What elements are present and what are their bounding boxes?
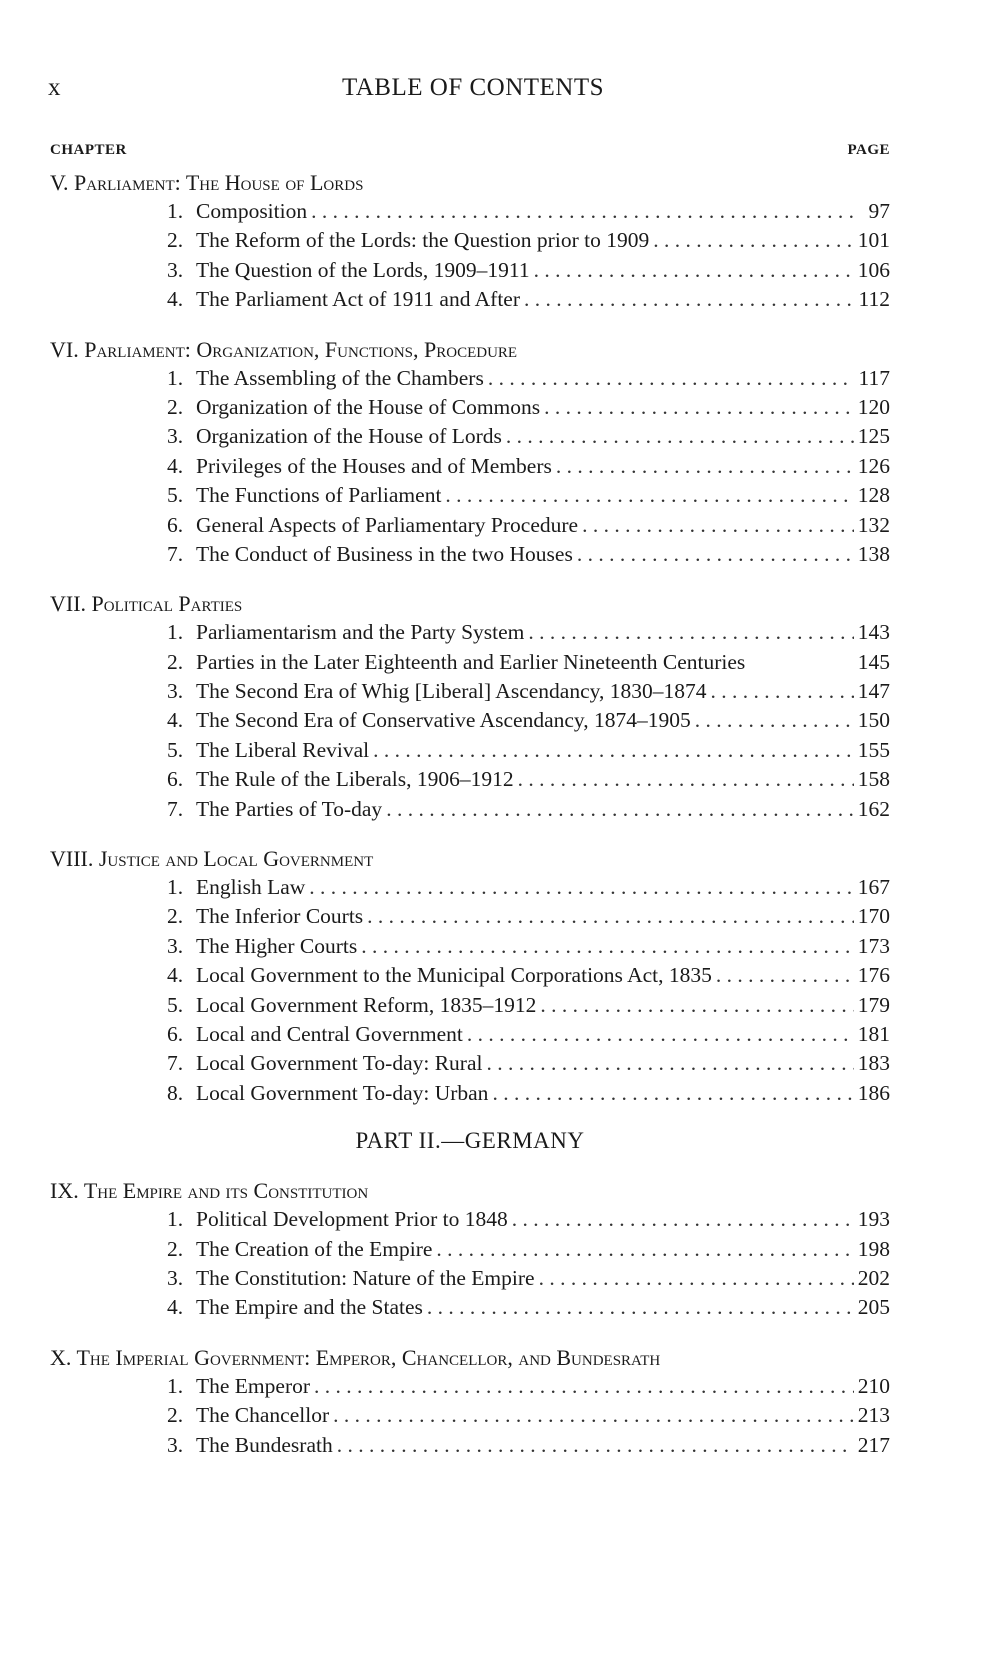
toc-entry[interactable] bbox=[50, 364, 890, 393]
chapter-section bbox=[50, 1176, 890, 1323]
chapter-title[interactable]: VIII. Justice and Local Government bbox=[50, 846, 374, 872]
entry-number: 2. bbox=[167, 1236, 184, 1261]
dot-leader bbox=[363, 902, 854, 931]
dot-leader bbox=[508, 1205, 854, 1234]
entry-title: The Reform of the Lords: the Question prior to 1909 bbox=[196, 228, 650, 253]
dot-leader bbox=[524, 618, 854, 647]
entry-number: 1. bbox=[167, 875, 184, 900]
entry-title: Parties in the Later Eighteenth and Earlier Nineteenth Centuries bbox=[196, 649, 746, 674]
entry-title: The Second Era of Whig [Liberal] Ascendancy, 1830–1874 bbox=[196, 679, 707, 704]
entry-title: Organization of the House of Commons bbox=[196, 394, 541, 419]
dot-leader bbox=[552, 452, 854, 481]
entry-number: 7. bbox=[167, 1051, 184, 1076]
entry-title: Local and Central Government bbox=[196, 1021, 463, 1046]
entry-title: The Emperor bbox=[196, 1373, 311, 1398]
entry-title: The Bundesrath bbox=[196, 1432, 333, 1457]
dot-leader bbox=[578, 511, 854, 540]
toc-entry[interactable] bbox=[50, 393, 890, 422]
toc-entry[interactable] bbox=[50, 1235, 890, 1264]
entry-number: 2. bbox=[167, 228, 184, 253]
dot-leader bbox=[514, 765, 854, 794]
dot-leader bbox=[305, 873, 854, 902]
entry-number: 4. bbox=[167, 287, 184, 312]
entry-number: 1. bbox=[167, 199, 184, 223]
entry-title: The Empire and the States bbox=[196, 1295, 423, 1320]
entry-page-number: 138 bbox=[857, 541, 890, 566]
entry-title: The Question of the Lords, 1909–1911 bbox=[196, 257, 530, 282]
entry-title: Local Government to the Municipal Corporations Act, 1835 bbox=[196, 963, 712, 988]
toc-entry[interactable] bbox=[50, 1020, 890, 1049]
entry-number: 5. bbox=[167, 483, 184, 508]
entry-title: Local Government To-day: Rural bbox=[196, 1051, 483, 1076]
entry-number: 6. bbox=[167, 1021, 184, 1046]
entry-number: 1. bbox=[167, 1207, 184, 1232]
entry-page-number: 112 bbox=[858, 287, 890, 312]
entry-number: 3. bbox=[167, 1432, 184, 1457]
entry-page-number: 97 bbox=[868, 199, 890, 223]
entry-page-number: 173 bbox=[857, 933, 890, 958]
entry-page-number: 143 bbox=[857, 620, 890, 645]
dot-leader bbox=[482, 1049, 854, 1078]
chapter-section bbox=[50, 844, 890, 1108]
entry-title: The Assembling of the Chambers bbox=[196, 365, 484, 390]
chapter-column-label: CHAPTER bbox=[50, 142, 127, 158]
entry-page-number: 132 bbox=[857, 512, 890, 537]
page-column-label: PAGE bbox=[847, 142, 890, 158]
page-number: x bbox=[48, 74, 61, 101]
toc-entry[interactable] bbox=[50, 902, 890, 931]
entry-number: 6. bbox=[167, 512, 184, 537]
entry-page-number: 167 bbox=[857, 875, 890, 900]
dot-leader bbox=[423, 1293, 854, 1322]
entry-title: Local Government To-day: Urban bbox=[196, 1080, 489, 1105]
entry-page-number: 179 bbox=[857, 992, 890, 1017]
toc-entry[interactable] bbox=[50, 648, 890, 677]
toc-entry[interactable] bbox=[50, 452, 890, 481]
chapter-title[interactable]: V. Parliament: The House of Lords bbox=[50, 170, 364, 195]
entry-page-number: 213 bbox=[857, 1403, 890, 1428]
toc-entry[interactable] bbox=[50, 226, 890, 255]
toc-entry[interactable] bbox=[50, 618, 890, 647]
entry-title: The Rule of the Liberals, 1906–1912 bbox=[196, 767, 514, 792]
entry-page-number: 186 bbox=[857, 1080, 890, 1105]
entry-page-number: 120 bbox=[857, 394, 890, 419]
toc-entry[interactable] bbox=[50, 540, 890, 569]
chapter-title[interactable]: X. The Imperial Government: Emperor, Chancellor, and Bundesrath bbox=[50, 1344, 661, 1370]
dot-leader bbox=[357, 932, 854, 961]
toc-entry[interactable] bbox=[50, 795, 890, 824]
entry-number: 4. bbox=[167, 453, 184, 478]
entry-page-number: 125 bbox=[857, 424, 890, 449]
dot-leader bbox=[441, 481, 854, 510]
dot-leader bbox=[488, 1079, 854, 1108]
entry-number: 2. bbox=[167, 649, 184, 674]
entry-title: Organization of the House of Lords bbox=[196, 424, 502, 449]
entry-number: 4. bbox=[167, 963, 184, 988]
chapter-section bbox=[50, 1343, 890, 1460]
dot-leader bbox=[463, 1020, 854, 1049]
entry-page-number: 145 bbox=[857, 649, 890, 674]
entry-number: 1. bbox=[167, 620, 184, 645]
toc-entry[interactable] bbox=[50, 765, 890, 794]
toc-entry[interactable] bbox=[50, 285, 890, 314]
entry-number: 3. bbox=[167, 424, 184, 449]
entry-page-number: 128 bbox=[857, 483, 890, 508]
entry-number: 3. bbox=[167, 933, 184, 958]
toc-entry[interactable] bbox=[50, 1401, 890, 1430]
entry-page-number: 205 bbox=[857, 1295, 890, 1320]
entry-title: Parliamentarism and the Party System bbox=[196, 620, 525, 645]
entry-number: 3. bbox=[167, 257, 184, 282]
chapter-title[interactable]: IX. The Empire and its Constitution bbox=[50, 1178, 369, 1204]
running-title: TABLE OF CONTENTS bbox=[341, 74, 605, 101]
entry-number: 4. bbox=[167, 1295, 184, 1320]
dot-leader bbox=[535, 1264, 854, 1293]
entry-page-number: 147 bbox=[857, 679, 890, 704]
toc-entry[interactable] bbox=[50, 961, 890, 990]
toc-entry[interactable] bbox=[50, 736, 890, 765]
dot-leader bbox=[691, 706, 854, 735]
entry-title: The Inferior Courts bbox=[196, 904, 364, 929]
entry-page-number: 150 bbox=[857, 708, 890, 733]
toc-entry[interactable] bbox=[50, 1264, 890, 1293]
dot-leader bbox=[484, 364, 854, 393]
entry-title: Local Government Reform, 1835–1912 bbox=[196, 992, 537, 1017]
entry-title: The Creation of the Empire bbox=[196, 1236, 433, 1261]
chapter-section bbox=[50, 589, 890, 824]
toc-entry[interactable] bbox=[50, 256, 890, 285]
dot-leader bbox=[649, 226, 854, 255]
table-of-contents bbox=[50, 168, 890, 1480]
entry-title: Political Development Prior to 1848 bbox=[196, 1207, 508, 1232]
toc-entry[interactable] bbox=[50, 1431, 890, 1460]
entry-title: The Parliament Act of 1911 and After bbox=[196, 287, 521, 312]
dot-leader bbox=[706, 677, 854, 706]
entry-title: The Liberal Revival bbox=[196, 737, 370, 762]
entry-title: General Aspects of Parliamentary Procedure bbox=[196, 512, 579, 537]
dot-leader bbox=[310, 1372, 854, 1401]
entry-title: The Parties of To-day bbox=[196, 796, 383, 821]
entry-number: 8. bbox=[167, 1080, 184, 1105]
toc-entry[interactable] bbox=[50, 197, 890, 226]
entry-number: 3. bbox=[167, 1265, 184, 1290]
entry-title: The Higher Courts bbox=[196, 933, 358, 958]
toc-entry[interactable] bbox=[50, 677, 890, 706]
entry-page-number: 217 bbox=[857, 1432, 890, 1457]
dot-leader bbox=[432, 1235, 854, 1264]
toc-entry[interactable] bbox=[50, 422, 890, 451]
dot-leader bbox=[536, 991, 854, 1020]
toc-entry[interactable] bbox=[50, 991, 890, 1020]
entry-page-number: 183 bbox=[857, 1051, 890, 1076]
entry-title: The Functions of Parliament bbox=[196, 483, 442, 508]
dot-leader bbox=[369, 736, 854, 765]
toc-entry[interactable] bbox=[50, 873, 890, 902]
entry-number: 2. bbox=[167, 904, 184, 929]
column-labels bbox=[50, 142, 890, 159]
toc-entry[interactable] bbox=[50, 932, 890, 961]
entry-page-number: 126 bbox=[857, 453, 890, 478]
entry-page-number: 176 bbox=[857, 963, 890, 988]
entry-title: The Chancellor bbox=[196, 1403, 330, 1428]
toc-entry[interactable] bbox=[50, 1293, 890, 1322]
entry-title: The Conduct of Business in the two Houses bbox=[196, 541, 573, 566]
entry-title: The Constitution: Nature of the Empire bbox=[196, 1265, 535, 1290]
entry-page-number: 101 bbox=[857, 228, 890, 253]
dot-leader bbox=[520, 285, 854, 314]
dot-leader bbox=[502, 422, 854, 451]
entry-number: 4. bbox=[167, 708, 184, 733]
toc-entry[interactable] bbox=[50, 1049, 890, 1078]
toc-entry[interactable] bbox=[50, 706, 890, 735]
part-heading: PART II.—GERMANY bbox=[355, 1128, 585, 1154]
entry-number: 7. bbox=[167, 541, 184, 566]
entry-number: 2. bbox=[167, 394, 184, 419]
dot-leader bbox=[573, 540, 854, 569]
entry-number: 5. bbox=[167, 737, 184, 762]
dot-leader bbox=[712, 961, 854, 990]
toc-entry[interactable] bbox=[50, 1372, 890, 1401]
toc-entry[interactable] bbox=[50, 1079, 890, 1108]
chapter-title[interactable]: VII. Political Parties bbox=[50, 591, 243, 617]
chapter-section bbox=[50, 168, 890, 315]
chapter-title[interactable]: VI. Parliament: Organization, Functions, Procedure bbox=[50, 336, 518, 362]
dot-leader bbox=[382, 795, 854, 824]
entry-title: The Second Era of Conservative Ascendancy, 1874–1905 bbox=[196, 708, 691, 733]
entry-page-number: 181 bbox=[857, 1021, 890, 1046]
entry-page-number: 170 bbox=[857, 904, 890, 929]
entry-page-number: 155 bbox=[857, 737, 890, 762]
toc-entry[interactable] bbox=[50, 481, 890, 510]
entry-title: Composition bbox=[196, 199, 308, 223]
dot-leader bbox=[530, 256, 854, 285]
entry-title: Privileges of the Houses and of Members bbox=[196, 453, 552, 478]
entry-page-number: 106 bbox=[857, 257, 890, 282]
entry-page-number: 158 bbox=[857, 767, 890, 792]
entry-number: 1. bbox=[167, 365, 184, 390]
entry-number: 6. bbox=[167, 767, 184, 792]
entry-number: 2. bbox=[167, 1403, 184, 1428]
toc-entry[interactable] bbox=[50, 1205, 890, 1234]
dot-leader bbox=[329, 1401, 854, 1430]
dot-leader bbox=[307, 197, 854, 226]
toc-entry[interactable] bbox=[50, 511, 890, 540]
entry-title: English Law bbox=[196, 875, 306, 900]
entry-page-number: 198 bbox=[857, 1236, 890, 1261]
dot-leader bbox=[333, 1431, 854, 1460]
entry-page-number: 210 bbox=[857, 1373, 890, 1398]
entry-number: 1. bbox=[167, 1373, 184, 1398]
entry-page-number: 193 bbox=[857, 1207, 890, 1232]
entry-number: 3. bbox=[167, 679, 184, 704]
entry-number: 7. bbox=[167, 796, 184, 821]
entry-page-number: 117 bbox=[858, 365, 890, 390]
entry-page-number: 162 bbox=[857, 796, 890, 821]
dot-leader bbox=[540, 393, 854, 422]
entry-number: 5. bbox=[167, 992, 184, 1017]
chapter-section bbox=[50, 335, 890, 570]
entry-page-number: 202 bbox=[857, 1265, 890, 1290]
